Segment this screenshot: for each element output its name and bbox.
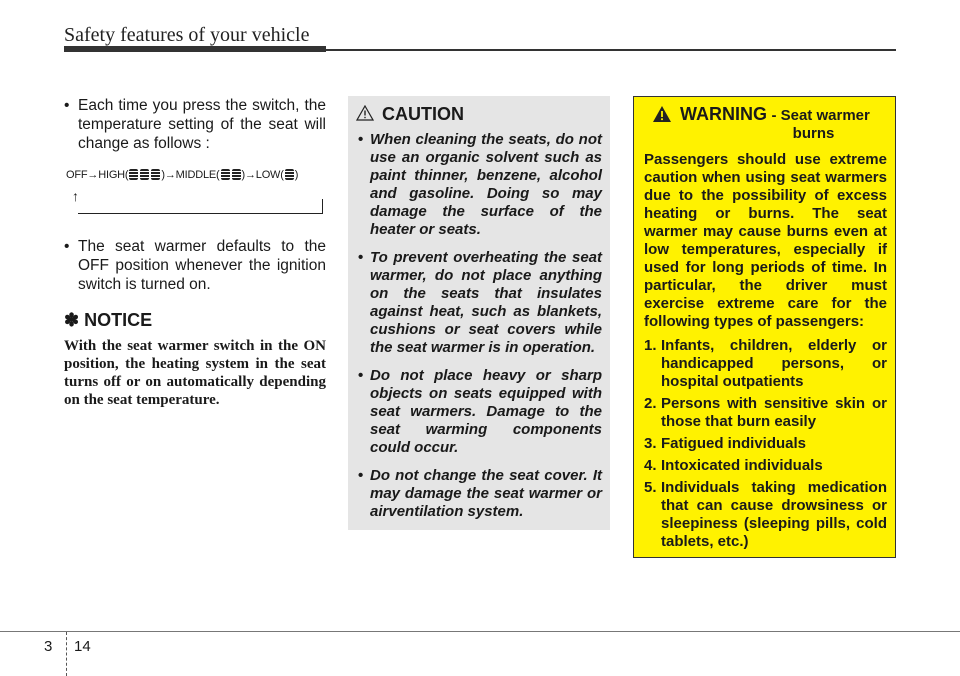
list-item-text: Intoxicated individuals (661, 457, 823, 474)
warning-subtitle-cont: burns (792, 125, 835, 142)
list-item (644, 337, 887, 391)
bullet-switch-press: • Each time you press the switch, the temperature setting of the seat will change as follows : (64, 96, 326, 153)
diagram-low: LOW( (255, 169, 284, 181)
seat-heat-icon (140, 169, 149, 180)
page-header-title: Safety features of your vehicle (64, 24, 310, 46)
seat-heat-icon (221, 169, 230, 180)
diagram-return-arrow-icon: ↑ (72, 188, 79, 204)
seat-heat-icon (232, 169, 241, 180)
warning-triangle-outline-icon (356, 105, 374, 121)
list-item-text: Persons with sensitive skin or those that burn easily (661, 395, 887, 430)
caution-box (348, 96, 610, 530)
caution-item: • Do not change the seat cover. It may damage the seat warmer or airventilation system. (358, 467, 602, 521)
list-item-number: 3. (644, 435, 657, 452)
caution-item: • To prevent overheating the seat warmer, do not place anything on the seats that insulates against heat, such as blankets, cushions or seat covers while the seat warmer is in operation. (358, 249, 602, 357)
warning-title: WARNING (680, 104, 767, 124)
diagram-arrow: → (164, 169, 176, 181)
warning-list (644, 337, 887, 551)
warning-box (633, 96, 896, 558)
diagram-close: ) (241, 169, 245, 181)
footer-rule (0, 631, 960, 632)
warning-text: Passengers should use extreme caution when using seat warmers due to the possibility of excess heating or burns. The seat warmer may cause burns even at low temperatures, especially if used for long periods of time. In particular, the driver must exercise extreme care for the following types of passengers: (644, 151, 887, 330)
diagram-arrow: → (244, 169, 256, 181)
diagram-close: ) (161, 169, 165, 181)
diagram-sequence (66, 169, 298, 181)
warning-heading (680, 105, 887, 143)
list-item (644, 479, 887, 551)
list-item-number: 1. (644, 337, 657, 354)
list-item-text: Infants, children, elderly or handicapped persons, or hospital outpatients (661, 337, 887, 390)
list-item (644, 395, 887, 431)
notice-text: With the seat warmer switch in the ON position, the heating system in the seat turns off or on automatically depending on the seat temperature. (64, 338, 326, 408)
header-rule-thick (64, 46, 326, 52)
list-item-number: 2. (644, 395, 657, 412)
bullet-default-off: • The seat warmer defaults to the OFF position whenever the ignition switch is turned on. (64, 237, 326, 294)
caution-title: CAUTION (382, 104, 464, 124)
diagram-middle: MIDDLE( (175, 169, 220, 181)
list-item-text: Individuals taking medication that can cause drowsiness or sleepiness (sleeping pills, cold tablets, etc.) (661, 479, 887, 550)
seat-heat-icon (151, 169, 160, 180)
diagram-return-line (78, 199, 323, 214)
temperature-cycle-diagram (64, 163, 326, 223)
footer-page-number: 14 (74, 638, 91, 655)
caution-item: • Do not place heavy or sharp objects on seats equipped with seat warmers. Damage to the seat warming components could occur. (358, 367, 602, 457)
list-item-text: Fatigued individuals (661, 435, 807, 452)
seat-heat-icon (129, 169, 138, 180)
notice-title: ✽ NOTICE (64, 310, 153, 330)
diagram-arrow: → (87, 169, 99, 181)
list-item (644, 435, 887, 453)
left-column (64, 96, 326, 409)
diagram-close: ) (294, 169, 299, 181)
list-item-number: 4. (644, 457, 657, 474)
diagram-high: HIGH( (98, 169, 129, 181)
list-item (644, 457, 887, 475)
caution-heading (382, 104, 602, 125)
header-rule-thin (326, 49, 896, 51)
warning-triangle-filled-icon (652, 105, 672, 123)
diagram-off: OFF (66, 169, 88, 181)
footer-divider (66, 632, 67, 676)
list-item-number: 5. (644, 479, 657, 496)
caution-item: • When cleaning the seats, do not use an organic solvent such as paint thinner, benzene, alcohol and gasoline. Doing so may damage the surface of the heater or seats. (358, 131, 602, 239)
warning-subtitle: - Seat warmer (771, 107, 870, 124)
seat-heat-icon (285, 169, 294, 180)
footer-section-number: 3 (44, 638, 53, 655)
